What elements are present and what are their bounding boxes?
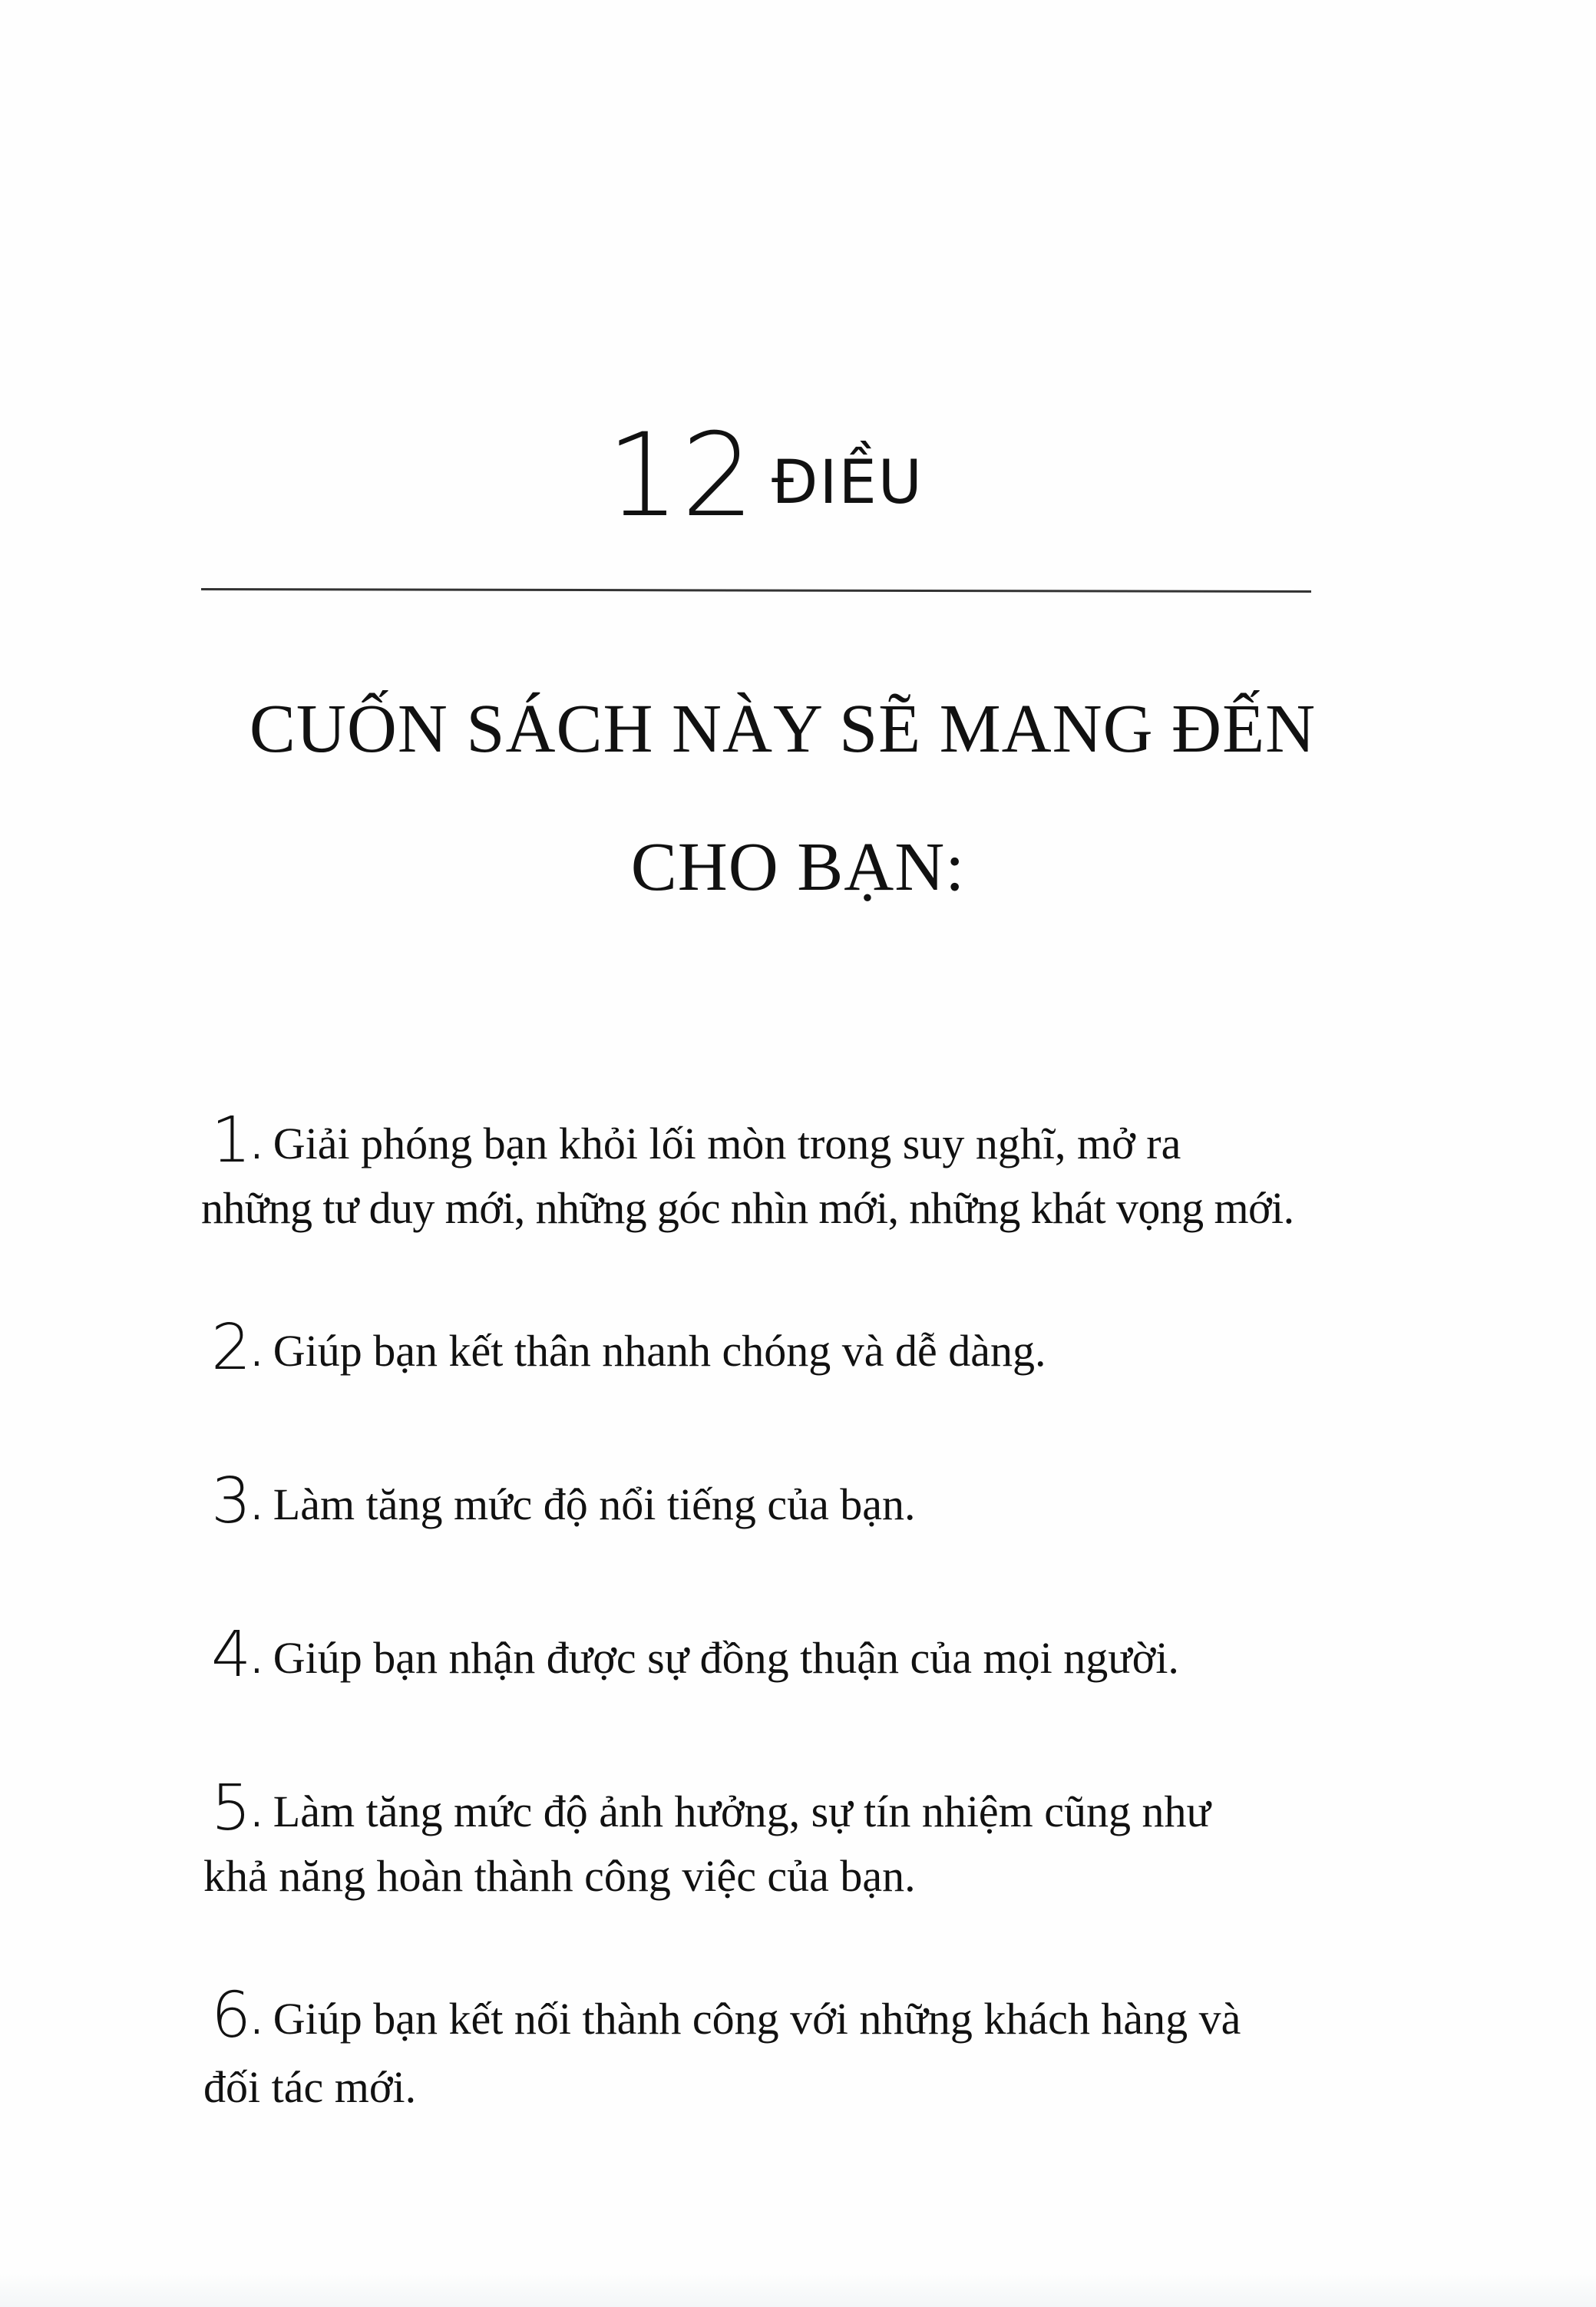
item-number: 1 [211,1104,252,1177]
item-number: 5 [211,1772,252,1845]
list-item-6 [211,1979,1241,2052]
list-item-1-continuation: những tư duy mới, những góc nhìn mới, những khát vọng mới. [201,1183,1294,1233]
item-number: 2 [211,1311,252,1384]
list-item-6-continuation: đối tác mới. [203,2062,417,2112]
list-item-3 [211,1465,916,1538]
item-text: Giúp bạn kết thân nhanh chóng và dễ dàng. [273,1326,1046,1376]
list-item-4 [211,1618,1179,1691]
item-number: 3 [211,1465,252,1538]
subtitle-line-1: CUỐN SÁCH NÀY SẼ MANG ĐẾN [249,691,1317,767]
item-number: 6 [211,1979,252,2052]
title-number: 12 [606,409,756,543]
list-item-5-continuation: khả năng hoàn thành công việc của bạn. [203,1851,916,1901]
list-item-1 [211,1104,1181,1177]
item-text: Giúp bạn nhận được sự đồng thuận của mọi người. [273,1633,1179,1683]
item-number-dot: . [251,1486,263,1528]
item-number-dot: . [251,1640,263,1681]
item-number-dot: . [251,1125,263,1167]
scan-edge-shadow [0,2272,1596,2307]
item-number-dot: . [251,2001,263,2042]
item-text: Làm tăng mức độ nổi tiếng của bạn. [273,1479,916,1529]
item-number-dot: . [251,1333,263,1374]
item-number: 4 [211,1618,252,1691]
title-word: ĐIỀU [772,448,924,517]
list-item-2 [211,1311,1046,1384]
item-number-dot: . [251,1793,263,1835]
item-text: Giúp bạn kết nối thành công với những khách hàng và [273,1994,1241,2044]
item-text: Làm tăng mức độ ảnh hưởng, sự tín nhiệm cũng như [273,1786,1211,1836]
list-item-5 [211,1772,1211,1845]
horizontal-rule-divider [201,588,1311,593]
subtitle-line-2: CHO BẠN: [630,829,966,905]
item-text: Giải phóng bạn khỏi lối mòn trong suy nghĩ, mở ra [273,1119,1181,1168]
